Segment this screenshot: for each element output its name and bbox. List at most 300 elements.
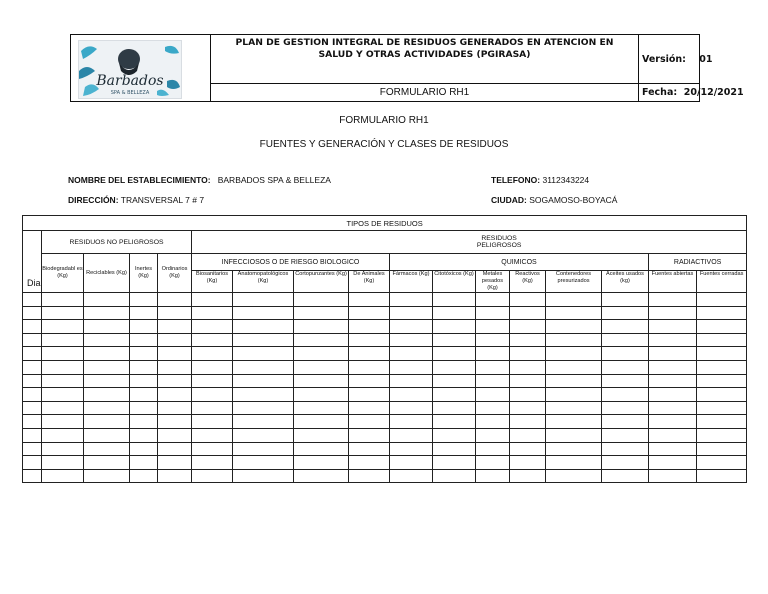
- table-cell[interactable]: [697, 442, 747, 456]
- table-cell[interactable]: [649, 415, 697, 429]
- table-cell[interactable]: [602, 374, 649, 388]
- table-cell[interactable]: [649, 442, 697, 456]
- table-cell[interactable]: [602, 306, 649, 320]
- table-cell[interactable]: [192, 306, 233, 320]
- table-cell[interactable]: [294, 456, 349, 470]
- table-cell[interactable]: [697, 388, 747, 402]
- table-cell[interactable]: [294, 442, 349, 456]
- table-cell[interactable]: [510, 293, 546, 307]
- col-reactivos: Reactivos (Kg): [510, 271, 546, 293]
- table-row: [23, 347, 747, 361]
- table-cell[interactable]: [433, 401, 476, 415]
- table-cell[interactable]: [349, 456, 390, 470]
- table-cell[interactable]: [510, 388, 546, 402]
- table-cell[interactable]: [42, 428, 84, 442]
- table-cell[interactable]: [42, 388, 84, 402]
- table-cell[interactable]: [602, 347, 649, 361]
- table-cell[interactable]: [42, 360, 84, 374]
- table-cell[interactable]: [84, 456, 130, 470]
- table-cell[interactable]: [649, 293, 697, 307]
- table-cell[interactable]: [546, 401, 602, 415]
- table-cell[interactable]: [23, 333, 42, 347]
- form-subtitle: FORMULARIO RH1: [339, 115, 429, 126]
- table-cell[interactable]: [390, 293, 433, 307]
- col-fuentes-abiertas: Fuentes abiertas: [649, 271, 697, 293]
- table-cell[interactable]: [510, 360, 546, 374]
- table-row: [23, 320, 747, 334]
- table-cell[interactable]: [349, 333, 390, 347]
- table-cell[interactable]: [546, 347, 602, 361]
- table-cell[interactable]: [546, 442, 602, 456]
- table-cell[interactable]: [602, 360, 649, 374]
- table-cell[interactable]: [476, 374, 510, 388]
- table-cell[interactable]: [294, 415, 349, 429]
- table-cell[interactable]: [602, 320, 649, 334]
- plan-title: [211, 35, 639, 84]
- table-cell[interactable]: [84, 442, 130, 456]
- col-cortopunzantes: Cortopunzantes (Kg): [294, 271, 349, 293]
- table-cell[interactable]: [433, 456, 476, 470]
- table-cell[interactable]: [84, 388, 130, 402]
- table-cell[interactable]: [130, 401, 158, 415]
- table-cell[interactable]: [84, 333, 130, 347]
- radioactive-header: RADIACTIVOS: [649, 254, 747, 271]
- table-cell[interactable]: [546, 469, 602, 483]
- table-cell[interactable]: [433, 293, 476, 307]
- table-cell[interactable]: [23, 469, 42, 483]
- table-cell[interactable]: [390, 306, 433, 320]
- table-cell[interactable]: [697, 401, 747, 415]
- table-cell[interactable]: [84, 360, 130, 374]
- col-citotoxicos: Citotóxicos (Kg): [433, 271, 476, 293]
- table-row: [23, 415, 747, 429]
- table-cell[interactable]: [390, 428, 433, 442]
- table-cell[interactable]: [433, 442, 476, 456]
- table-cell[interactable]: [42, 401, 84, 415]
- table-cell[interactable]: [510, 415, 546, 429]
- phone-label: TELEFONO:: [491, 175, 541, 185]
- table-cell[interactable]: [130, 320, 158, 334]
- table-cell[interactable]: [294, 293, 349, 307]
- table-cell[interactable]: [649, 456, 697, 470]
- table-cell[interactable]: [42, 374, 84, 388]
- table-cell[interactable]: [433, 333, 476, 347]
- table-cell[interactable]: [433, 347, 476, 361]
- table-cell[interactable]: [510, 456, 546, 470]
- table-cell[interactable]: [158, 415, 192, 429]
- table-cell[interactable]: [697, 320, 747, 334]
- table-cell[interactable]: [42, 469, 84, 483]
- table-cell[interactable]: [697, 333, 747, 347]
- table-cell[interactable]: [233, 415, 294, 429]
- table-cell[interactable]: [23, 293, 42, 307]
- table-cell[interactable]: [476, 388, 510, 402]
- col-anatomopatologicos: Anatomopatológicos (Kg): [233, 271, 294, 293]
- table-cell[interactable]: [23, 456, 42, 470]
- table-cell[interactable]: [294, 347, 349, 361]
- table-cell[interactable]: [130, 442, 158, 456]
- table-cell[interactable]: [476, 469, 510, 483]
- table-cell[interactable]: [158, 347, 192, 361]
- col-fuentes-cerradas: Fuentes cerradas: [697, 271, 747, 293]
- table-cell[interactable]: [349, 469, 390, 483]
- logo-cell: [71, 35, 211, 101]
- table-cell[interactable]: [42, 306, 84, 320]
- table-cell[interactable]: [158, 333, 192, 347]
- table-cell[interactable]: [158, 306, 192, 320]
- table-cell[interactable]: [476, 428, 510, 442]
- table-row: [23, 442, 747, 456]
- table-cell[interactable]: [294, 388, 349, 402]
- table-cell[interactable]: [84, 415, 130, 429]
- table-cell[interactable]: [546, 456, 602, 470]
- table-cell[interactable]: [349, 388, 390, 402]
- col-biodegradables: Biodegradabl es (Kg): [42, 254, 84, 293]
- table-cell[interactable]: [349, 306, 390, 320]
- city-row: [491, 195, 617, 205]
- table-cell[interactable]: [42, 347, 84, 361]
- table-cell[interactable]: [697, 306, 747, 320]
- table-cell[interactable]: [649, 306, 697, 320]
- table-cell[interactable]: [233, 347, 294, 361]
- table-cell[interactable]: [390, 333, 433, 347]
- table-cell[interactable]: [390, 415, 433, 429]
- table-cell[interactable]: [158, 442, 192, 456]
- table-cell[interactable]: [433, 374, 476, 388]
- table-cell[interactable]: [433, 388, 476, 402]
- table-cell[interactable]: [192, 442, 233, 456]
- table-cell[interactable]: [602, 469, 649, 483]
- table-cell[interactable]: [23, 320, 42, 334]
- table-cell[interactable]: [233, 401, 294, 415]
- table-cell[interactable]: [130, 374, 158, 388]
- table-cell[interactable]: [546, 360, 602, 374]
- table-cell[interactable]: [192, 456, 233, 470]
- svg-text:SPA & BELLEZA: SPA & BELLEZA: [110, 90, 150, 96]
- table-cell[interactable]: [649, 428, 697, 442]
- table-cell[interactable]: [390, 442, 433, 456]
- table-row: [23, 306, 747, 320]
- table-cell[interactable]: [130, 333, 158, 347]
- table-cell[interactable]: [649, 388, 697, 402]
- table-cell[interactable]: [510, 306, 546, 320]
- col-contenedores-presurizados: Contenedores presurizados: [546, 271, 602, 293]
- table-cell[interactable]: [130, 415, 158, 429]
- table-cell[interactable]: [192, 293, 233, 307]
- table-row: [23, 388, 747, 402]
- table-cell[interactable]: [476, 442, 510, 456]
- table-cell[interactable]: [602, 442, 649, 456]
- table-cell[interactable]: [697, 374, 747, 388]
- table-cell[interactable]: [23, 360, 42, 374]
- city-value: SOGAMOSO-BOYACÁ: [529, 195, 618, 205]
- table-cell[interactable]: [23, 415, 42, 429]
- table-cell[interactable]: [42, 333, 84, 347]
- table-cell[interactable]: [233, 306, 294, 320]
- table-cell[interactable]: [649, 374, 697, 388]
- table-cell[interactable]: [130, 456, 158, 470]
- table-cell[interactable]: [697, 469, 747, 483]
- table-cell[interactable]: [697, 293, 747, 307]
- table-cell[interactable]: [602, 293, 649, 307]
- table-cell[interactable]: [390, 374, 433, 388]
- table-row: [23, 360, 747, 374]
- hazardous-header: [192, 231, 747, 254]
- city-label: CIUDAD:: [491, 195, 527, 205]
- table-cell[interactable]: [158, 374, 192, 388]
- table-cell[interactable]: [42, 293, 84, 307]
- address-row: [68, 195, 204, 205]
- table-cell[interactable]: [649, 360, 697, 374]
- table-cell[interactable]: [233, 428, 294, 442]
- col-inertes: Inertes (Kg): [130, 254, 158, 293]
- infectious-header: INFECCIOSOS O DE RIESGO BIOLOGICO: [192, 254, 390, 271]
- barbados-logo: [78, 40, 182, 99]
- table-cell[interactable]: [649, 469, 697, 483]
- table-cell[interactable]: [390, 347, 433, 361]
- table-row: [23, 374, 747, 388]
- table-cell[interactable]: [349, 442, 390, 456]
- table-cell[interactable]: [192, 428, 233, 442]
- address-label: DIRECCIÓN:: [68, 195, 119, 205]
- establishment-value: BARBADOS SPA & BELLEZA: [217, 175, 331, 185]
- table-cell[interactable]: [23, 442, 42, 456]
- table-cell[interactable]: [349, 320, 390, 334]
- table-cell[interactable]: [476, 456, 510, 470]
- document-header: [70, 34, 744, 102]
- table-cell[interactable]: [84, 401, 130, 415]
- table-cell[interactable]: [294, 320, 349, 334]
- table-row: [23, 293, 747, 307]
- table-cell[interactable]: [433, 360, 476, 374]
- table-cell[interactable]: [130, 347, 158, 361]
- table-cell[interactable]: [433, 428, 476, 442]
- table-cell[interactable]: [294, 428, 349, 442]
- table-cell[interactable]: [294, 401, 349, 415]
- table-cell[interactable]: [602, 456, 649, 470]
- table-cell[interactable]: [84, 469, 130, 483]
- table-cell[interactable]: [192, 469, 233, 483]
- table-cell[interactable]: [546, 320, 602, 334]
- table-row: [23, 469, 747, 483]
- table-cell[interactable]: [510, 469, 546, 483]
- table-cell[interactable]: [602, 428, 649, 442]
- table-cell[interactable]: [192, 360, 233, 374]
- table-cell[interactable]: [294, 469, 349, 483]
- table-cell[interactable]: [510, 320, 546, 334]
- table-cell[interactable]: [130, 469, 158, 483]
- table-cell[interactable]: [192, 374, 233, 388]
- table-cell[interactable]: [697, 456, 747, 470]
- table-cell[interactable]: [294, 306, 349, 320]
- table-cell[interactable]: [649, 347, 697, 361]
- col-biosanitarios: Biosanitarios (Kg): [192, 271, 233, 293]
- table-cell[interactable]: [349, 415, 390, 429]
- table-cell[interactable]: [649, 333, 697, 347]
- table-cell[interactable]: [697, 428, 747, 442]
- table-cell[interactable]: [510, 333, 546, 347]
- table-cell[interactable]: [546, 306, 602, 320]
- table-cell[interactable]: [84, 320, 130, 334]
- establishment-label: NOMBRE DEL ESTABLECIMIENTO:: [68, 175, 211, 185]
- table-cell[interactable]: [476, 306, 510, 320]
- table-cell[interactable]: [349, 360, 390, 374]
- col-reciclables: Reciclables (Kg): [84, 254, 130, 293]
- table-cell[interactable]: [697, 360, 747, 374]
- table-cell[interactable]: [233, 360, 294, 374]
- table-row: [23, 401, 747, 415]
- table-cell[interactable]: [23, 347, 42, 361]
- table-cell[interactable]: [349, 347, 390, 361]
- table-cell[interactable]: [192, 415, 233, 429]
- col-metales-pesados: Metales pesados (Kg): [476, 271, 510, 293]
- table-cell[interactable]: [233, 333, 294, 347]
- table-cell[interactable]: [510, 347, 546, 361]
- table-cell[interactable]: [390, 469, 433, 483]
- table-cell[interactable]: [158, 388, 192, 402]
- table-cell[interactable]: [390, 320, 433, 334]
- table-cell[interactable]: [23, 428, 42, 442]
- plan-title-line2: SALUD Y OTRAS ACTIVIDADES (PGIRASA): [318, 49, 531, 60]
- table-cell[interactable]: [192, 347, 233, 361]
- table-cell[interactable]: [476, 347, 510, 361]
- table-cell[interactable]: [158, 469, 192, 483]
- table-cell[interactable]: [130, 360, 158, 374]
- table-cell[interactable]: [158, 456, 192, 470]
- table-cell[interactable]: [233, 388, 294, 402]
- table-cell[interactable]: [602, 415, 649, 429]
- table-cell[interactable]: [233, 456, 294, 470]
- table-cell[interactable]: [294, 333, 349, 347]
- table-cell[interactable]: [697, 347, 747, 361]
- table-cell[interactable]: [390, 456, 433, 470]
- table-cell[interactable]: [42, 320, 84, 334]
- table-cell[interactable]: [476, 333, 510, 347]
- table-cell[interactable]: [602, 401, 649, 415]
- table-cell[interactable]: [546, 333, 602, 347]
- table-cell[interactable]: [649, 320, 697, 334]
- table-cell[interactable]: [476, 415, 510, 429]
- table-cell[interactable]: [158, 401, 192, 415]
- col-farmacos: Fármacos (Kg): [390, 271, 433, 293]
- table-cell[interactable]: [390, 401, 433, 415]
- table-cell[interactable]: [349, 428, 390, 442]
- table-cell[interactable]: [510, 442, 546, 456]
- table-cell[interactable]: [546, 374, 602, 388]
- table-cell[interactable]: [433, 320, 476, 334]
- non-hazardous-header: RESIDUOS NO PELIGROSOS: [42, 231, 192, 254]
- table-cell[interactable]: [697, 415, 747, 429]
- table-cell[interactable]: [390, 360, 433, 374]
- table-cell[interactable]: [546, 428, 602, 442]
- table-cell[interactable]: [546, 293, 602, 307]
- table-cell[interactable]: [192, 333, 233, 347]
- table-cell[interactable]: [158, 360, 192, 374]
- dia-header: Dia: [23, 231, 42, 293]
- table-cell[interactable]: [510, 374, 546, 388]
- table-cell[interactable]: [84, 306, 130, 320]
- version-value: 01: [699, 54, 713, 65]
- table-cell[interactable]: [233, 442, 294, 456]
- table-cell[interactable]: [390, 388, 433, 402]
- table-cell[interactable]: [294, 374, 349, 388]
- table-cell[interactable]: [23, 388, 42, 402]
- table-cell[interactable]: [130, 428, 158, 442]
- table-cell[interactable]: [84, 347, 130, 361]
- table-cell[interactable]: [158, 293, 192, 307]
- table-cell[interactable]: [84, 374, 130, 388]
- table-cell[interactable]: [233, 469, 294, 483]
- col-aceites-usados: Aceites usados (kg): [602, 271, 649, 293]
- table-cell[interactable]: [349, 401, 390, 415]
- date-value: 20/12/2021: [683, 87, 744, 98]
- table-cell[interactable]: [192, 401, 233, 415]
- table-cell[interactable]: [130, 293, 158, 307]
- table-cell[interactable]: [158, 320, 192, 334]
- table-cell[interactable]: [294, 360, 349, 374]
- table-cell[interactable]: [602, 388, 649, 402]
- table-cell[interactable]: [476, 293, 510, 307]
- waste-table: [22, 215, 747, 483]
- table-row: [23, 456, 747, 470]
- table-cell[interactable]: [476, 401, 510, 415]
- table-cell[interactable]: [23, 374, 42, 388]
- address-value: TRANSVERSAL 7 # 7: [120, 195, 205, 205]
- table-cell[interactable]: [510, 401, 546, 415]
- table-cell[interactable]: [546, 415, 602, 429]
- table-row: [23, 333, 747, 347]
- date-cell: [639, 84, 744, 101]
- establishment-row: [68, 175, 331, 185]
- col-de-animales: De Animales (Kg): [349, 271, 390, 293]
- table-cell[interactable]: [42, 415, 84, 429]
- table-cell[interactable]: [42, 442, 84, 456]
- table-cell[interactable]: [84, 293, 130, 307]
- table-cell[interactable]: [476, 360, 510, 374]
- plan-title-line1: PLAN DE GESTION INTEGRAL DE RESIDUOS GENERADOS EN ATENCION EN: [235, 37, 614, 48]
- form-name: FORMULARIO RH1: [211, 84, 639, 101]
- table-cell[interactable]: [233, 293, 294, 307]
- table-cell[interactable]: [433, 469, 476, 483]
- table-cell[interactable]: [130, 388, 158, 402]
- table-cell[interactable]: [546, 388, 602, 402]
- table-cell[interactable]: [233, 320, 294, 334]
- table-cell[interactable]: [349, 293, 390, 307]
- table-cell[interactable]: [233, 374, 294, 388]
- table-cell[interactable]: [158, 428, 192, 442]
- table-cell[interactable]: [42, 456, 84, 470]
- table-cell[interactable]: [84, 428, 130, 442]
- chemical-header: QUIMICOS: [390, 254, 649, 271]
- col-ordinarios: Ordinarios (Kg): [158, 254, 192, 293]
- svg-text:Barbados: Barbados: [96, 73, 164, 89]
- table-cell[interactable]: [510, 428, 546, 442]
- table-cell[interactable]: [349, 374, 390, 388]
- table-cell[interactable]: [433, 415, 476, 429]
- table-cell[interactable]: [130, 306, 158, 320]
- version-label: Versión:: [642, 54, 686, 65]
- table-cell[interactable]: [476, 320, 510, 334]
- table-cell[interactable]: [649, 401, 697, 415]
- phone-value: 3112343224: [542, 175, 590, 185]
- table-cell[interactable]: [23, 306, 42, 320]
- table-cell[interactable]: [23, 401, 42, 415]
- version-cell: [639, 35, 713, 84]
- table-cell[interactable]: [433, 306, 476, 320]
- table-cell[interactable]: [602, 333, 649, 347]
- table-cell[interactable]: [192, 320, 233, 334]
- table-cell[interactable]: [192, 388, 233, 402]
